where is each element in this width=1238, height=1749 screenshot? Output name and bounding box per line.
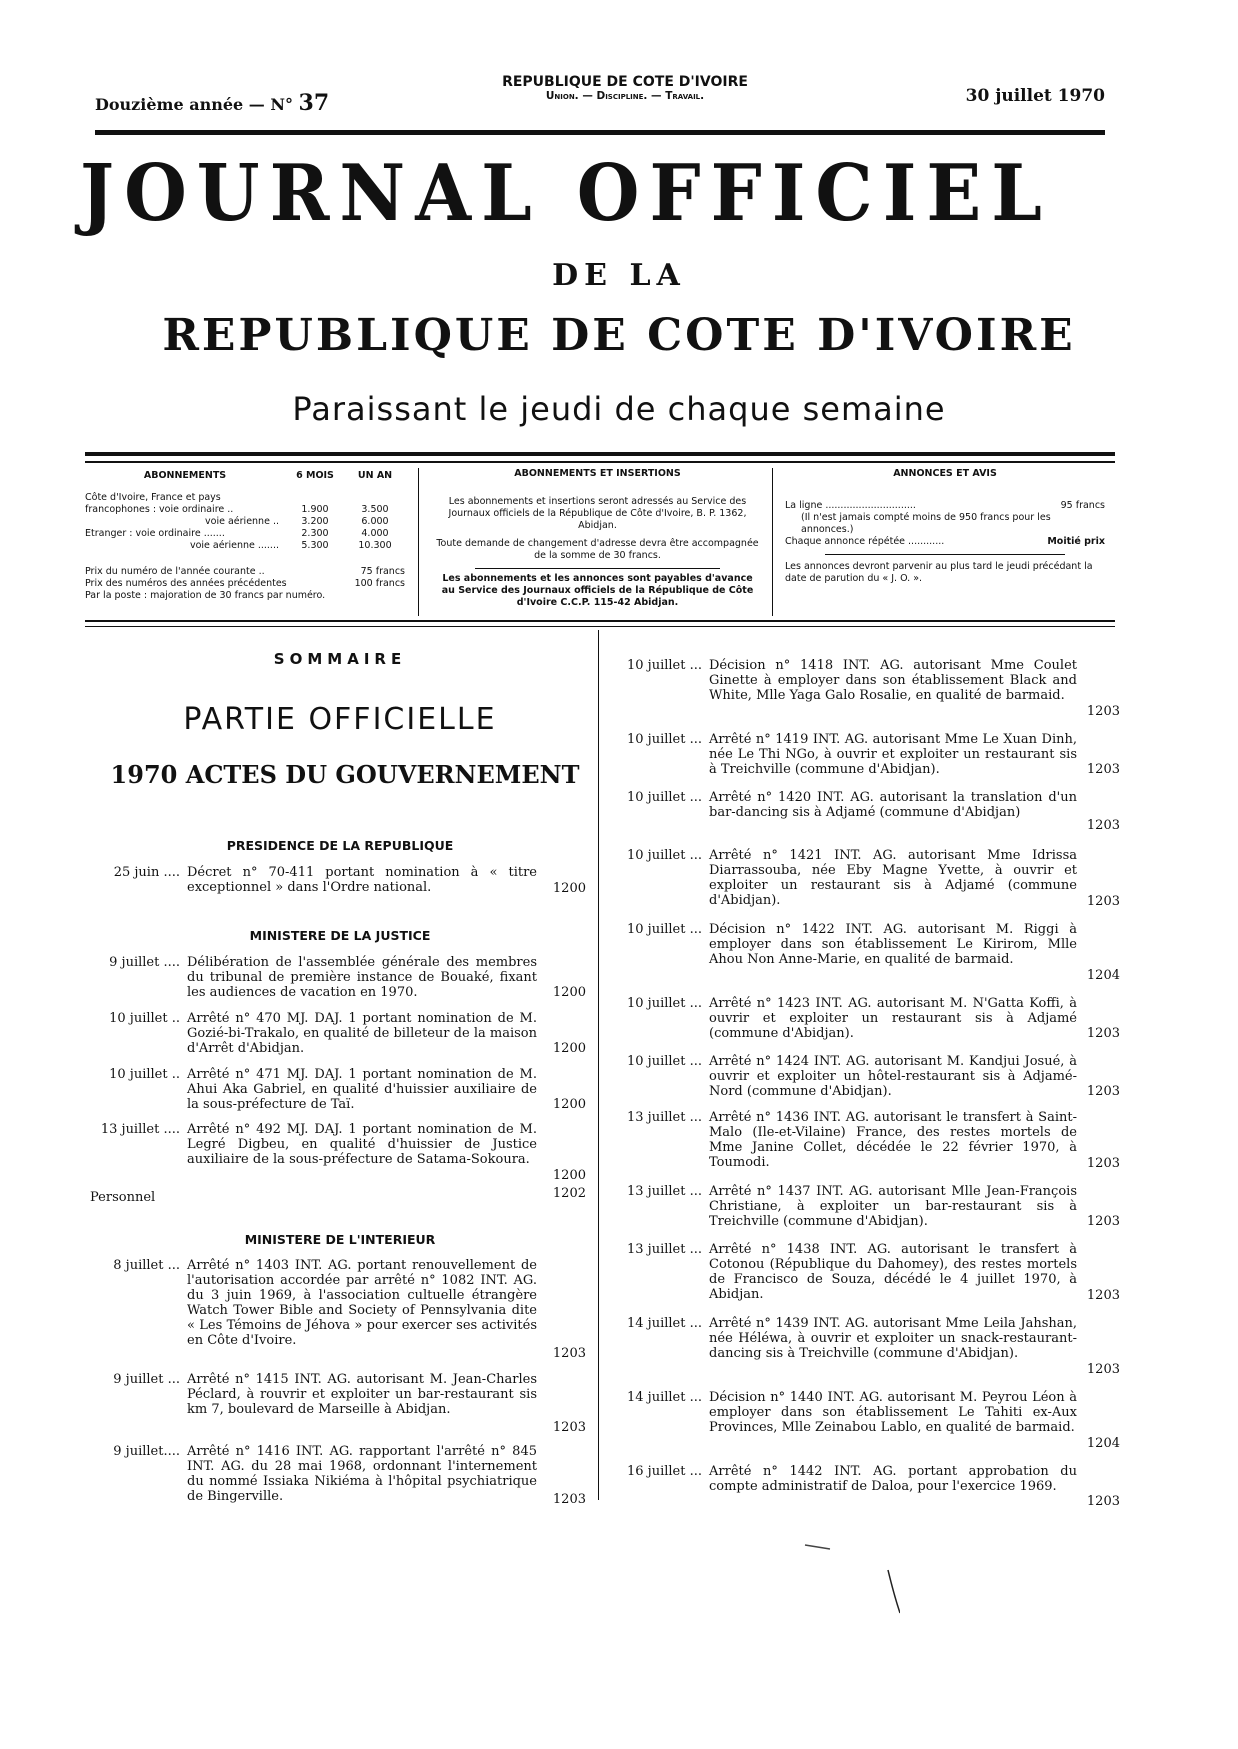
toc-entry[interactable] bbox=[612, 1110, 1120, 1176]
price-value: 100 francs bbox=[354, 578, 405, 589]
toc-entry[interactable] bbox=[612, 1242, 1120, 1308]
entry-date: 8 juillet ... bbox=[113, 1258, 180, 1273]
column-divider bbox=[418, 468, 419, 616]
entry-text: Arrêté n° 1420 INT. AG. autorisant la translation d'un bar-dancing sis à Adjamé (commune d'Abidjan) bbox=[709, 790, 1077, 820]
entry-date: Personnel bbox=[90, 1190, 156, 1205]
entry-page: 1203 bbox=[552, 1346, 586, 1361]
entry-text: Arrêté n° 1424 INT. AG. autorisant M. Kandjui Josué, à ouvrir et exploiter un hôtel-restaurant sis à Adjamé-Nord (commune d'Abidjan). bbox=[709, 1054, 1077, 1099]
issue-number: 37 bbox=[298, 90, 330, 116]
addresses-p3: Les abonnements et les annonces sont payables d'avance au Service des Journaux officiels de la République de Côte d'Ivoire C.C.P. 115-42 Abidjan. bbox=[441, 573, 754, 608]
entry-date: 10 juillet ... bbox=[627, 996, 702, 1011]
rate-6m: 2.300 bbox=[301, 528, 329, 539]
title-de-la: DE LA bbox=[552, 258, 686, 293]
line-value: 95 francs bbox=[1060, 500, 1105, 511]
price-label: Par la poste : majoration de 30 francs par numéro. bbox=[85, 590, 326, 601]
rate-1y: 4.000 bbox=[361, 528, 389, 539]
republic-block bbox=[465, 74, 785, 102]
entry-text: Arrêté n° 1439 INT. AG. autorisant Mme Leila Jahshan, née Héléwa, à ouvrir et exploiter un snack-restaurant-dancing sis à Treichville (commune d'Abidjan). bbox=[709, 1316, 1077, 1361]
entry-text: Arrêté n° 1419 INT. AG. autorisant Mme Le Xuan Dinh, née Le Thi NGo, à ouvrir et exploiter un restaurant sis à Treichville (commune d'Abidjan). bbox=[709, 732, 1077, 777]
rates-row bbox=[85, 528, 405, 540]
entry-date: 16 juillet ... bbox=[627, 1464, 702, 1479]
entry-text: Arrêté n° 1442 INT. AG. portant approbation du compte administratif de Daloa, pour l'exercice 1969. bbox=[709, 1464, 1077, 1494]
entry-text: Décret n° 70-411 portant nomination à « titre exceptionnel » dans l'Ordre national. bbox=[187, 865, 537, 895]
toc-entry[interactable] bbox=[612, 1054, 1120, 1104]
entry-page: 1200 bbox=[552, 881, 586, 896]
rates-row bbox=[85, 504, 405, 516]
entry-date: 10 juillet ... bbox=[627, 732, 702, 747]
entry-page: 1203 bbox=[1086, 1288, 1120, 1303]
entry-page: 1203 bbox=[1086, 818, 1120, 833]
entry-page: 1202 bbox=[552, 1186, 586, 1201]
entry-text: Arrêté n° 1437 INT. AG. autorisant Mlle Jean-François Christiane, à exploiter un bar-restaurant sis à Treichville (commune d'Abidjan). bbox=[709, 1184, 1077, 1229]
republic-name: REPUBLIQUE DE COTE D'IVOIRE bbox=[502, 74, 748, 90]
subscriptions-rates bbox=[85, 470, 405, 602]
entry-page: 1203 bbox=[1086, 762, 1120, 777]
entry-page: 1200 bbox=[552, 1168, 586, 1183]
entry-page: 1203 bbox=[1086, 1084, 1120, 1099]
rate-1y: 3.500 bbox=[361, 504, 389, 515]
price-row bbox=[85, 590, 405, 602]
rate-6m: 3.200 bbox=[301, 516, 329, 527]
rate-6m bbox=[285, 492, 345, 504]
actes-gouvernement: 1970 ACTES DU GOUVERNEMENT bbox=[110, 760, 580, 789]
entry-date: 10 juillet ... bbox=[627, 848, 702, 863]
toc-entry[interactable] bbox=[612, 1316, 1120, 1382]
entry-date: 10 juillet ... bbox=[627, 1054, 702, 1069]
toc-entry[interactable] bbox=[612, 996, 1120, 1046]
rate-1y bbox=[345, 492, 405, 504]
issue-label bbox=[95, 90, 329, 116]
repeat-value: Moitié prix bbox=[1047, 536, 1105, 547]
entry-date: 10 juillet .. bbox=[109, 1067, 180, 1082]
entry-date: 14 juillet ... bbox=[627, 1390, 702, 1405]
entry-page: 1200 bbox=[552, 1041, 586, 1056]
addresses-p1: Les abonnements et insertions seront adressés au Service des Journaux officiels de la République de Côte d'Ivoire, B. P. 1362, Abidjan. bbox=[448, 496, 747, 531]
entry-page: 1203 bbox=[1086, 704, 1120, 719]
toc-entry[interactable] bbox=[90, 1011, 590, 1061]
entry-date: 10 juillet .. bbox=[109, 1011, 180, 1026]
addresses-p2: Toute demande de changement d'adresse devra être accompagnée de la somme de 30 francs. bbox=[436, 538, 759, 561]
rate-label: francophones : voie ordinaire .. bbox=[85, 504, 234, 515]
subscriptions-addresses bbox=[435, 468, 760, 609]
entry-text: Arrêté n° 1416 INT. AG. rapportant l'arrêté n° 845 INT. AG. du 28 mai 1968, ordonnant l'internement du nommé Issiaka Nikiéma à l'hôpital psychiatrique de Bingerville. bbox=[187, 1444, 537, 1504]
price-label: Prix des numéros des années précédentes bbox=[85, 578, 287, 589]
entry-page: 1200 bbox=[552, 1097, 586, 1112]
toc-entry-personnel[interactable] bbox=[90, 1186, 590, 1208]
rate-label: Etranger : voie ordinaire ....... bbox=[85, 528, 225, 539]
year-label: Douzième année — N° bbox=[95, 95, 293, 114]
publication-frequency: Paraissant le jeudi de chaque semaine bbox=[292, 390, 946, 428]
entry-date: 13 juillet .... bbox=[100, 1122, 180, 1137]
entry-date: 10 juillet ... bbox=[627, 790, 702, 805]
rates-header-6m: 6 MOIS bbox=[296, 470, 334, 481]
rates-header: ABONNEMENTS bbox=[143, 470, 227, 481]
price-value: 75 francs bbox=[360, 566, 405, 577]
announcements-rates bbox=[785, 468, 1105, 585]
entry-page: 1203 bbox=[1086, 1214, 1120, 1229]
entry-page: 1203 bbox=[1086, 1362, 1120, 1377]
subscriptions-bottom-rule-thin bbox=[85, 626, 1115, 627]
entry-text: Arrêté n° 470 MJ. DAJ. 1 portant nomination de M. Gozié-bi-Trakalo, en qualité de billeteur de la maison d'Arrêt d'Abidjan. bbox=[187, 1011, 537, 1056]
toc-entry[interactable] bbox=[612, 658, 1120, 724]
entry-text: Arrêté n° 1423 INT. AG. autorisant M. N'Gatta Koffi, à ouvrir et exploiter un restaurant sis à Adjamé (commune d'Abidjan). bbox=[709, 996, 1077, 1041]
entry-text: Décision n° 1418 INT. AG. autorisant Mme Coulet Ginette à employer dans son établissement Black and White, Mlle Yaga Galo Rosalie, en qualité de barmaid. bbox=[709, 658, 1077, 703]
entry-text: Arrêté n° 1403 INT. AG. portant renouvellement de l'autorisation accordée par arrêté n° 1082 INT. AG. du 3 juin 1969, à l'association cultuelle étrangère Watch Tower Bible and Society of Pennsylvania dite « Les Témoins de Jéhova » pour exercer ses activités en Côte d'Ivoire. bbox=[187, 1258, 537, 1348]
section-presidence: PRESIDENCE DE LA REPUBLIQUE bbox=[226, 838, 454, 853]
toc-entry[interactable] bbox=[90, 1372, 590, 1438]
entry-page: 1203 bbox=[552, 1420, 586, 1435]
rates-header-1y: UN AN bbox=[357, 470, 393, 481]
entry-date: 25 juin .... bbox=[113, 865, 180, 880]
entry-text: Arrêté n° 1436 INT. AG. autorisant le transfert à Saint-Malo (Ile-et-Vilaine) France, des restes mortels de Mme Janine Collet, décédée le 22 février 1970, à Toumodi. bbox=[709, 1110, 1077, 1170]
line-note: (Il n'est jamais compté moins de 950 francs pour les annonces.) bbox=[801, 512, 1051, 535]
repeat-label: Chaque annonce répétée ............ bbox=[785, 536, 945, 547]
toc-entry[interactable] bbox=[612, 1464, 1120, 1514]
entry-date: 14 juillet ... bbox=[627, 1316, 702, 1331]
column-divider bbox=[598, 630, 599, 1500]
entry-page: 1203 bbox=[1086, 894, 1120, 909]
entry-date: 9 juillet.... bbox=[113, 1444, 180, 1459]
rate-6m: 1.900 bbox=[301, 504, 329, 515]
scan-mark bbox=[800, 1535, 900, 1615]
rate-label: voie aérienne .. bbox=[205, 516, 279, 527]
rates-row bbox=[85, 540, 405, 552]
motto: Union. — Discipline. — Travail. bbox=[545, 90, 705, 102]
entry-text: Arrêté n° 1438 INT. AG. autorisant le transfert à Cotonou (République du Dahomey), des restes mortels de Francisco de Souza, décédé le 4 juillet 1970, à Abidjan. bbox=[709, 1242, 1077, 1302]
entry-page: 1203 bbox=[552, 1492, 586, 1507]
entry-date: 10 juillet ... bbox=[627, 658, 702, 673]
subscriptions-top-rule bbox=[85, 452, 1115, 456]
rates-table bbox=[85, 470, 405, 602]
entry-date: 13 juillet ... bbox=[627, 1184, 702, 1199]
toc-entry[interactable] bbox=[612, 922, 1120, 988]
line-label: La ligne .............................. bbox=[785, 500, 916, 511]
toc-entry[interactable] bbox=[612, 848, 1120, 914]
rate-1y: 10.300 bbox=[358, 540, 392, 551]
toc-entry[interactable] bbox=[612, 732, 1120, 782]
entry-page: 1203 bbox=[1086, 1156, 1120, 1171]
subscriptions-bottom-rule bbox=[85, 620, 1115, 622]
toc-entry[interactable] bbox=[612, 1184, 1120, 1234]
addresses-header: ABONNEMENTS ET INSERTIONS bbox=[514, 468, 681, 479]
rate-label: Côte d'Ivoire, France et pays bbox=[85, 492, 221, 503]
masthead-bar bbox=[95, 72, 1105, 122]
header-rule bbox=[95, 130, 1105, 135]
entry-page: 1204 bbox=[1086, 1436, 1120, 1451]
toc-entry[interactable] bbox=[90, 955, 590, 1005]
entry-date: 10 juillet ... bbox=[627, 922, 702, 937]
toc-entry[interactable] bbox=[90, 865, 590, 901]
toc-entry[interactable] bbox=[90, 1122, 590, 1188]
announcements-header: ANNONCES ET AVIS bbox=[893, 468, 997, 479]
subscriptions-top-rule-thin bbox=[85, 461, 1115, 463]
section-justice: MINISTERE DE LA JUSTICE bbox=[249, 928, 431, 943]
entry-date: 9 juillet ... bbox=[113, 1372, 180, 1387]
entry-date: 13 juillet ... bbox=[627, 1110, 702, 1125]
deadline-note: Les annonces devront parvenir au plus tard le jeudi précédant la date de parution du « J. O. ». bbox=[785, 561, 1093, 584]
column-divider bbox=[772, 468, 773, 616]
toc-entry[interactable] bbox=[90, 1444, 590, 1510]
entry-date: 9 juillet .... bbox=[109, 955, 180, 970]
toc-entry[interactable] bbox=[90, 1067, 590, 1117]
toc-entry[interactable] bbox=[90, 1258, 590, 1366]
entry-text: Délibération de l'assemblée générale des membres du tribunal de première instance de Bouaké, fixant les audiences de vacation en 1970. bbox=[187, 955, 537, 1000]
entry-page: 1203 bbox=[1086, 1494, 1120, 1509]
journal-title: JOURNAL OFFICIEL bbox=[80, 146, 1052, 239]
entry-text: Décision n° 1440 INT. AG. autorisant M. Peyrou Léon à employer dans son établissement Le Tahiti ex-Aux Provinces, Mlle Zeinabou Lablo, en qualité de barmaid. bbox=[709, 1390, 1077, 1435]
entry-text: Décision n° 1422 INT. AG. autorisant M. Riggi à employer dans son établissement Le Kirirom, Mlle Ahou Non Anne-Marie, en qualité de barmaid. bbox=[709, 922, 1077, 967]
entry-date: 13 juillet ... bbox=[627, 1242, 702, 1257]
entry-text: Arrêté n° 492 MJ. DAJ. 1 portant nomination de M. Legré Digbeu, en qualité d'huissier de Justice auxiliaire de la sous-préfecture de Satama-Sokoura. bbox=[187, 1122, 537, 1167]
issue-date: 30 juillet 1970 bbox=[965, 86, 1105, 106]
rates-row bbox=[85, 492, 405, 504]
entry-text: Arrêté n° 471 MJ. DAJ. 1 portant nomination de M. Ahui Aka Gabriel, en qualité d'huissier auxiliaire de la sous-préfecture de Taï. bbox=[187, 1067, 537, 1112]
price-row bbox=[85, 578, 405, 590]
entry-page: 1200 bbox=[552, 985, 586, 1000]
entry-page: 1203 bbox=[1086, 1026, 1120, 1041]
price-label: Prix du numéro de l'année courante .. bbox=[85, 566, 265, 577]
section-interieur: MINISTERE DE L'INTERIEUR bbox=[244, 1232, 436, 1247]
title-republic: REPUBLIQUE DE COTE D'IVOIRE bbox=[162, 310, 1076, 361]
sommaire-title: SOMMAIRE bbox=[273, 650, 407, 668]
rates-row bbox=[85, 516, 405, 528]
price-row bbox=[85, 566, 405, 578]
rate-label: voie aérienne ....... bbox=[189, 540, 279, 551]
rate-6m: 5.300 bbox=[301, 540, 329, 551]
toc-entry[interactable] bbox=[612, 1390, 1120, 1456]
toc-entry[interactable] bbox=[612, 790, 1120, 840]
partie-officielle: PARTIE OFFICIELLE bbox=[183, 702, 497, 737]
entry-page: 1204 bbox=[1086, 968, 1120, 983]
entry-text: Arrêté n° 1421 INT. AG. autorisant Mme Idrissa Diarrassouba, née Eby Magne Yvette, à ouvrir et exploiter un restaurant sis à Adjamé (commune d'Abidjan). bbox=[709, 848, 1077, 908]
rate-1y: 6.000 bbox=[361, 516, 389, 527]
entry-text: Arrêté n° 1415 INT. AG. autorisant M. Jean-Charles Péclard, à rouvrir et exploiter un bar-restaurant sis km 7, boulevard de Marseille à Abidjan. bbox=[187, 1372, 537, 1417]
